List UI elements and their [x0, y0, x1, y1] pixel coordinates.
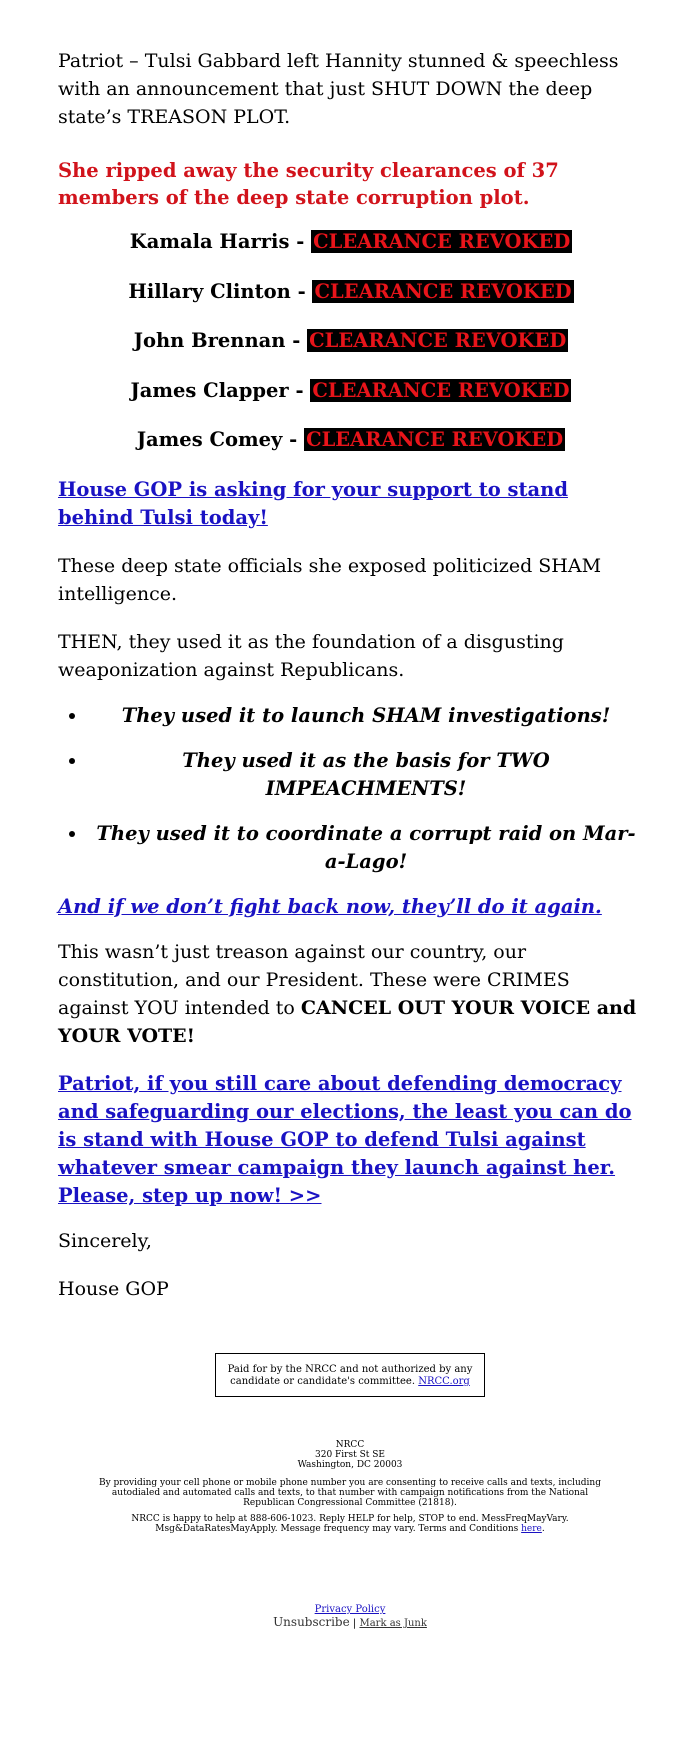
revoked-badge: CLEARANCE REVOKED	[314, 279, 572, 303]
consent-text: By providing your cell phone or mobile phone number you are consenting to receive calls and texts, including autodialed and automated calls and texts, to that number with campaign notifications from the National Republican Congressional Committee (21818).	[98, 1478, 601, 1508]
nrcc-link[interactable]: NRCC.org	[418, 1376, 470, 1387]
official-name: James Clapper -	[130, 378, 304, 402]
paid-for-disclaimer	[215, 1353, 485, 1397]
mark-junk-link[interactable]: Mark as Junk	[359, 1618, 427, 1629]
revocation-row	[58, 228, 644, 278]
red-headline: She ripped away the security clearances of 37 members of the deep state corruption plot.	[58, 159, 559, 209]
signature: House GOP	[58, 1277, 169, 1300]
unsubscribe-link[interactable]: Unsubscribe	[273, 1615, 350, 1629]
list-item: • They used it to launch SHAM investigations!	[88, 702, 644, 730]
terms-link[interactable]: here	[521, 1524, 542, 1534]
official-name: Hillary Clinton -	[128, 279, 306, 303]
street-address: 320 First St SE	[315, 1450, 385, 1460]
crimes-text: This wasn’t just treason against our country, our constitution, and our President. These were CRIMES against YOU intended to	[58, 940, 570, 1019]
official-name: James Comey -	[136, 428, 298, 451]
help-text-block: NRCC is happy to help at 888-606-1023. Reply HELP for help, STOP to end. MessFreqMayVary. Msg&DataRatesMayApply. Message frequency may vary. Terms and Conditions here.	[131, 1514, 569, 1534]
list-item: • They used it to coordinate a corrupt raid on Mar-a-Lago!	[88, 820, 644, 876]
cancel-vote-text: CANCEL OUT YOUR VOICE and YOUR VOTE!	[58, 996, 637, 1047]
revoked-badge: CLEARANCE REVOKED	[309, 329, 567, 352]
crimes-paragraph	[58, 938, 644, 1050]
revocation-list	[58, 228, 644, 476]
revoked-badge: CLEARANCE REVOKED	[306, 428, 564, 451]
privacy-policy-link[interactable]: Privacy Policy	[314, 1604, 386, 1615]
revocation-row	[58, 327, 644, 377]
intro-paragraph: Patriot – Tulsi Gabbard left Hannity stunned & speechless with an announcement that just SHUT DOWN the deep state’s TREASON PLOT.	[58, 50, 619, 128]
revoked-badge: CLEARANCE REVOKED	[312, 378, 570, 402]
org-name: NRCC	[335, 1440, 365, 1450]
separator: |	[352, 1618, 357, 1629]
official-name: Kamala Harris -	[129, 230, 305, 253]
email-body	[58, 47, 644, 1303]
unsubscribe-row	[0, 1616, 700, 1630]
support-tulsi-link[interactable]: House GOP is asking for your support to stand behind Tulsi today!	[58, 477, 568, 529]
revocation-row	[58, 278, 644, 328]
signoff: Sincerely,	[58, 1229, 152, 1252]
officials-paragraph: These deep state officials she exposed politicized SHAM intelligence.	[58, 554, 602, 605]
step-up-link[interactable]: Patriot, if you still care about defending democracy and safeguarding our elections, the least you can do is stand with House GOP to defend Tulsi against whatever smear campaign they launch against her. Please, step up now! >>	[58, 1071, 632, 1207]
weaponization-paragraph: THEN, they used it as the foundation of a disgusting weaponization against Republicans.	[58, 630, 564, 681]
official-name: John Brennan -	[133, 329, 301, 352]
revoked-badge: CLEARANCE REVOKED	[313, 230, 571, 253]
fight-back-link[interactable]: And if we don’t fight back now, they’ll do it again.	[58, 894, 602, 918]
revocation-row	[58, 377, 644, 427]
bullet-list	[58, 702, 644, 876]
revocation-row	[58, 426, 644, 476]
privacy-row	[0, 1604, 700, 1616]
disclaimer-text: Paid for by the NRCC and not authorized by any candidate or candidate's committee.	[227, 1364, 473, 1387]
city-address: Washington, DC 20003	[297, 1460, 403, 1470]
help-text: NRCC is happy to help at 888-606-1023. Reply HELP for help, STOP to end. MessFreqMayVary. Msg&DataRatesMayApply. Message frequency may vary. Terms and Conditions	[131, 1514, 569, 1534]
list-item: • They used it as the basis for TWO IMPEACHMENTS!	[88, 747, 644, 803]
footer-address	[90, 1440, 610, 1470]
